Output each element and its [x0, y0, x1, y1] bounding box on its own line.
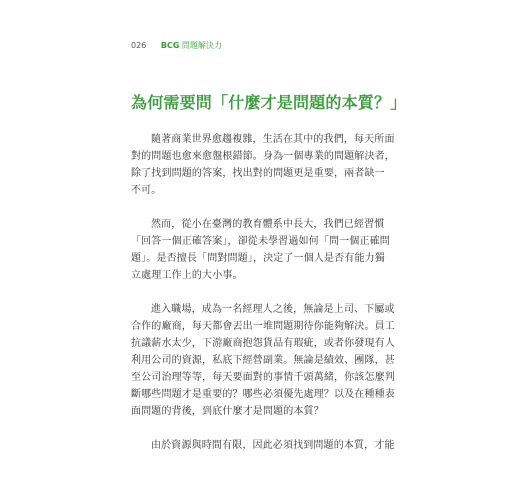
text-line: 面問題的背後，到底什麼才是問題的本質？	[131, 406, 324, 417]
body-text	[131, 131, 395, 471]
text-line: 不可。	[131, 185, 162, 196]
paragraph	[131, 301, 395, 420]
text-line: 利用公司的資源，私底下經營副業。無論是績效、團隊，甚	[131, 355, 395, 366]
text-line: 由於資源與時間有限，因此必須找到問題的本質，才能	[151, 440, 395, 451]
page-number: 026	[131, 41, 147, 50]
text-line: 合作的廠商，每天都會丟出一堆問題期待你能夠解決。員工	[131, 321, 395, 332]
text-line: 進入職場，成為一名經理人之後，無論是上司、下屬或	[151, 304, 395, 315]
text-line: 隨著商業世界愈趨複雜，生活在其中的我們，每天所面	[151, 134, 395, 145]
book-title-abbr: BCG	[160, 41, 180, 50]
running-header	[131, 41, 222, 51]
book-title	[161, 41, 222, 50]
text-line: 「回答一個正確答案」，卻從未學習過如何「問一個正確問	[131, 236, 390, 247]
text-line: 除了找到問題的答案，找出對的問題更是重要，兩者缺一	[131, 168, 385, 179]
paragraph	[131, 216, 390, 284]
text-line: 斷哪些問題才是重要的？哪些必須優先處理？以及在種種表	[131, 389, 395, 400]
text-line: 抗議薪水太少，下游廠商抱怨貨品有瑕疵，或者你發現有人	[131, 338, 395, 349]
paragraph	[131, 131, 395, 199]
book-title-text: 問題解決力	[181, 41, 222, 50]
section-heading: 為何需要問「什麼才是問題的本質？」	[131, 93, 407, 112]
text-line: 題」。是否擅長「問對問題」，決定了一個人是否有能力獨	[131, 253, 385, 264]
text-line: 立處理工作上的大小事。	[131, 270, 243, 281]
text-line: 然而，從小在臺灣的教育體系中長大，我們已經習慣	[151, 219, 385, 230]
text-line: 對的問題也愈來愈盤根錯節。身為一個專業的問題解決者，	[131, 151, 395, 162]
text-line: 至公司治理等等，每天要面對的事情千頭萬緒，你該怎麼判	[131, 372, 395, 383]
paragraph	[131, 437, 395, 454]
